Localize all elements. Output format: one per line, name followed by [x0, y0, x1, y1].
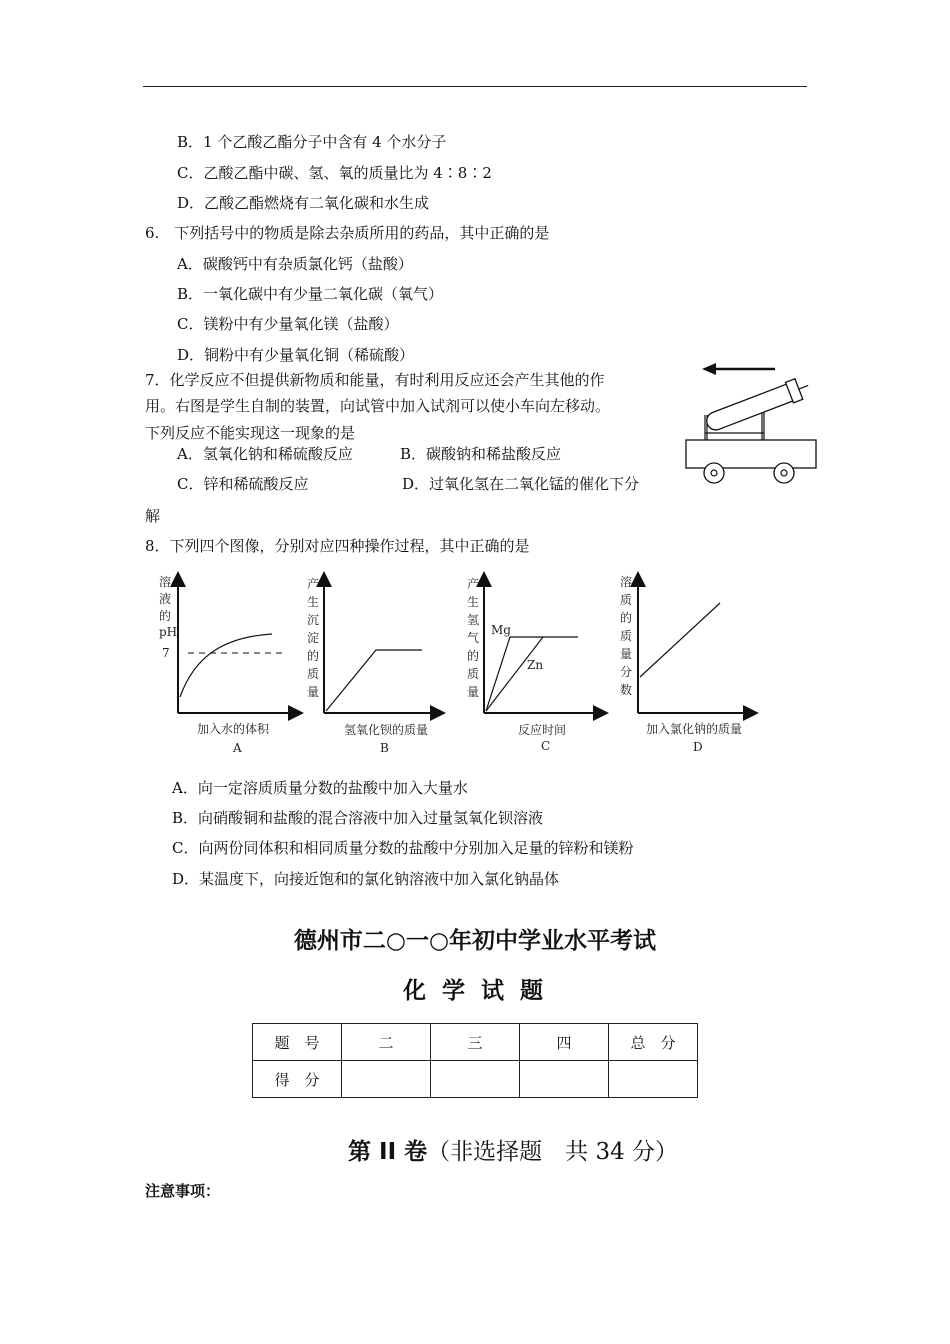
- graph-b-xlabel: 氢氧化钡的质量: [344, 723, 429, 737]
- q7-option-b: B．碳酸钠和稀盐酸反应: [400, 445, 562, 463]
- q7-option-a: A．氢氧化钠和稀硫酸反应: [177, 445, 353, 463]
- svg-text:的: 的: [620, 611, 633, 625]
- section-title: [348, 1137, 678, 1167]
- svg-text:气: 气: [467, 631, 480, 645]
- svg-text:产: 产: [307, 577, 320, 591]
- q6-option-b: B．一氧化碳中有少量二氧化碳（氧气）: [177, 285, 444, 303]
- score-header-cell: 题 号: [253, 1024, 342, 1061]
- graph-c-series-mg: Mg: [491, 623, 511, 637]
- graph-c-series-zn: Zn: [527, 658, 544, 672]
- cart-diagram: [680, 355, 825, 490]
- score-table: [252, 1023, 698, 1098]
- score-table-score-row: [253, 1061, 698, 1098]
- section-title-bold: 第 II 卷: [348, 1139, 428, 1165]
- q7-stem-line2: 用。右图是学生自制的装置，向试管中加入试剂可以使小车向左移动。: [145, 397, 611, 415]
- svg-text:的: 的: [467, 649, 480, 663]
- q8-stem: 8．下列四个图像，分别对应四种操作过程，其中正确的是: [145, 537, 530, 555]
- graph-a-ylabel-3: 的: [159, 609, 172, 623]
- graph-c-id: C: [541, 739, 551, 753]
- header-rule: [143, 86, 807, 87]
- q6-stem: 6. 下列括号中的物质是除去杂质所用的药品，其中正确的是: [145, 224, 550, 242]
- svg-text:溶: 溶: [620, 575, 633, 589]
- q8-graphs: [150, 570, 800, 765]
- graph-a-curve: [180, 634, 272, 697]
- score-table-header-row: [253, 1024, 698, 1061]
- svg-text:生: 生: [307, 595, 320, 609]
- score-cell: [342, 1061, 431, 1098]
- svg-text:质: 质: [620, 593, 633, 607]
- q7-stem-line1: 7．化学反应不但提供新物质和能量，有时利用反应还会产生其他的作: [145, 371, 605, 389]
- q8-option-b: B．向硝酸铜和盐酸的混合溶液中加入过量氢氧化钡溶液: [172, 809, 544, 827]
- graph-a-tick-7: 7: [162, 646, 170, 660]
- svg-text:沉: 沉: [307, 613, 320, 627]
- notice-heading: 注意事项：: [145, 1182, 221, 1200]
- svg-text:的: 的: [307, 649, 320, 663]
- graph-a-ylabel-1: 溶: [159, 575, 172, 589]
- graph-a-id: A: [233, 741, 242, 755]
- svg-text:量: 量: [467, 685, 480, 699]
- exam-title: 德州市二○一○年初中学业水平考试: [293, 928, 657, 954]
- score-header-cell: 二: [342, 1024, 431, 1061]
- cart-body: [686, 440, 816, 468]
- score-cell: [520, 1061, 609, 1098]
- svg-text:质: 质: [467, 667, 480, 681]
- graph-a-ylabel-2: 液: [159, 592, 172, 606]
- graph-a-ylabel-4: pH: [159, 625, 178, 639]
- q7-stem-line3: 下列反应不能实现这一现象的是: [145, 424, 356, 442]
- q8-option-a: A．向一定溶质质量分数的盐酸中加入大量水: [172, 779, 468, 797]
- graph-a: [159, 574, 300, 755]
- svg-text:数: 数: [620, 683, 633, 697]
- q6-option-d: D．铜粉中有少量氧化铜（稀硫酸）: [177, 346, 415, 364]
- q8-option-c: C．向两份同体积和相同质量分数的盐酸中分别加入足量的锌粉和镁粉: [172, 839, 634, 857]
- score-header-cell: 四: [520, 1024, 609, 1061]
- graph-a-xlabel: 加入水的体积: [197, 722, 270, 736]
- q8-option-d: D．某温度下，向接近饱和的氯化钠溶液中加入氯化钠晶体: [172, 870, 560, 888]
- svg-text:淀: 淀: [307, 631, 320, 645]
- q5-option-c: C．乙酸乙酯中碳、氢、氧的质量比为 4∶8∶2: [177, 164, 492, 182]
- q7-option-d-continued: 解: [145, 507, 161, 525]
- graph-b-line: [326, 650, 422, 711]
- svg-text:质: 质: [620, 629, 633, 643]
- wheel-right: [774, 463, 794, 483]
- svg-text:生: 生: [467, 595, 480, 609]
- q6-option-c: C．镁粉中有少量氧化镁（盐酸）: [177, 315, 399, 333]
- graph-c-mg-line: [486, 637, 578, 711]
- svg-text:氢: 氢: [467, 613, 480, 627]
- graph-d-id: D: [693, 740, 703, 754]
- graph-c-xlabel: 反应时间: [518, 723, 567, 737]
- svg-text:分: 分: [620, 665, 633, 679]
- graph-d-line: [640, 603, 720, 677]
- graph-b-id: B: [380, 741, 389, 755]
- svg-text:产: 产: [467, 577, 480, 591]
- left-arrow-head: [702, 363, 716, 375]
- graph-c: [467, 575, 605, 753]
- svg-text:量: 量: [307, 685, 320, 699]
- test-tube: [703, 375, 812, 434]
- q6-option-a: A．碳酸钙中有杂质氯化钙（盐酸）: [177, 255, 413, 273]
- graph-d-xlabel: 加入氯化钠的质量: [646, 722, 743, 736]
- q7-option-c: C．锌和稀硫酸反应: [177, 475, 309, 493]
- q7-option-d: D．过氧化氢在二氧化锰的催化下分: [402, 475, 640, 493]
- svg-text:量: 量: [620, 647, 633, 661]
- graph-d: [620, 574, 755, 754]
- graph-c-zn-line: [486, 637, 543, 711]
- score-cell: [609, 1061, 698, 1098]
- score-cell: [431, 1061, 520, 1098]
- section-title-rest: （非选择题 共 34 分）: [427, 1139, 679, 1165]
- wheel-left: [704, 463, 724, 483]
- score-header-cell: 三: [431, 1024, 520, 1061]
- score-header-cell: 总 分: [609, 1024, 698, 1061]
- q5-option-d: D．乙酸乙酯燃烧有二氧化碳和水生成: [177, 194, 430, 212]
- q5-option-b: B．1 个乙酸乙酯分子中含有 4 个水分子: [177, 133, 447, 151]
- graph-b: [307, 575, 442, 755]
- svg-text:质: 质: [307, 667, 320, 681]
- exam-subtitle: 化 学 试 题: [402, 978, 548, 1004]
- score-row-label: 得 分: [253, 1061, 342, 1098]
